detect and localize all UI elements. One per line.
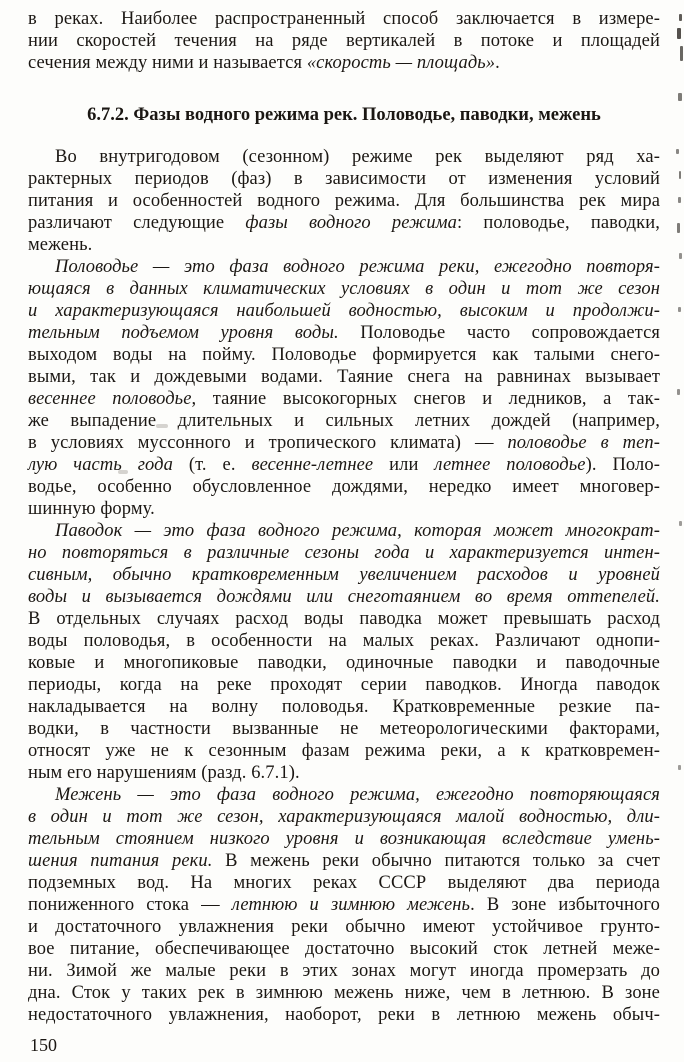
text-line: весеннее половодье, таяние высокогорных снегов и ледников, а так-	[28, 389, 660, 409]
section-heading: 6.7.2. Фазы водного режима рек. Половодье, паводки, межень	[87, 105, 601, 125]
text-line: но повторяться в различные сезоны года и характеризуется интен-	[28, 543, 660, 563]
paragraph	[28, 8, 660, 74]
text-line: сечения между ними и называется «скорость — площадь».	[28, 53, 500, 73]
text-line: питания и особенностей водного режима. Для большинства рек мира	[28, 191, 660, 211]
scan-artifact	[680, 46, 683, 61]
text-line: пониженного стока — летнюю и зимнюю межень. В зоне избыточного	[28, 895, 660, 915]
text-line: Паводок — это фаза водного режима, которая может многократ-	[55, 521, 660, 541]
text-line: в один и тот же сезон, характеризующаяся малой водностью, дли-	[28, 807, 660, 827]
scan-artifact	[156, 424, 168, 428]
scan-artifact	[678, 197, 681, 203]
text-line: воды и вызывается дождями или снеготаянием во время оттепелей.	[28, 587, 660, 607]
text-line: тельным подъемом уровня воды. Половодье часто сопровождается	[28, 323, 660, 343]
text-line: Во внутригодовом (сезонном) режиме рек выделяют ряд ха-	[55, 147, 660, 167]
text-line: периоды, когда на реке проходят серии паводков. Иногда паводок	[28, 675, 660, 695]
text-line: в условиях муссонного и тропического климата) — половодье в теп-	[28, 433, 661, 453]
text-line: ющаяся в данных климатических условиях в один и тот же сезон	[28, 279, 660, 299]
text-line: водье, особенно обусловленное дождями, нередко имеет многовер-	[28, 477, 660, 497]
paragraph	[28, 256, 660, 520]
text-line: же выпадение длительных и сильных летних дождей (например,	[28, 411, 660, 431]
text-line: нии скоростей течения на ряде вертикалей в потоке и площадей	[28, 31, 660, 51]
text-line: межень.	[28, 235, 93, 255]
text-line: накладывается на волну половодья. Кратковременные резкие па-	[28, 697, 660, 717]
text-line: подземных вод. На многих реках СССР выделяют два периода	[28, 873, 660, 893]
text-line: Межень — это фаза водного режима, ежегодно повторяющаяся	[55, 785, 660, 805]
scan-artifact	[679, 171, 681, 179]
text-line: относят уже не к сезонным фазам режима реки, а к кратковремен-	[28, 741, 660, 761]
text-line: выходом воды на пойму. Половодье формируется как талыми снего-	[28, 345, 660, 365]
text-line: воды половодья, в особенности на малых реках. Различают однопи-	[28, 631, 660, 651]
text-line: рактерных периодов (фаз) в зависимости от изменения условий	[28, 169, 660, 189]
scan-artifact	[678, 307, 681, 312]
text-line: выми, так и дождевыми водами. Таяние снега на равнинах вызывает	[28, 367, 660, 387]
text-line: сивным, обычно кратковременным увеличением расходов и уровней	[28, 565, 660, 585]
paragraph	[28, 784, 660, 1026]
text-line: шения питания реки. В межень реки обычно питаются только за счет	[28, 851, 660, 871]
body-text	[28, 8, 660, 1026]
page-number: 150	[30, 1035, 57, 1055]
text-line: ковые и многопиковые паводки, одиночные паводки и паводочные	[28, 653, 660, 673]
scan-artifact	[678, 765, 681, 770]
text-line: и достаточного увлажнения реки обычно имеют устойчивое грунто-	[28, 917, 660, 937]
text-line: вое питание, обеспечивающее достаточно высокий сток летней меже-	[28, 939, 660, 959]
text-line: в реках. Наиболее распространенный способ заключается в измере-	[28, 9, 660, 29]
text-line: различают следующие фазы водного режима: половодье, паводки,	[28, 213, 660, 233]
scan-artifact	[679, 521, 682, 526]
scan-artifact	[679, 253, 682, 259]
text-line: лую часть года (т. е. весенне-летнее или летнее половодье). Поло-	[28, 455, 660, 475]
scan-artifact	[676, 149, 679, 154]
scan-artifact	[679, 14, 682, 21]
scan-artifact	[677, 389, 680, 395]
text-line: ни. Зимой же малые реки в этих зонах могут иногда промерзать до	[28, 961, 660, 981]
text-line: дна. Сток у таких рек в зимнюю межень ниже, чем в летнюю. В зоне	[28, 983, 660, 1003]
text-line: В отдельных случаях расход воды паводка может превышать расход	[28, 609, 660, 629]
paragraph	[28, 146, 660, 256]
scan-artifact	[118, 470, 128, 474]
scan-artifact	[678, 93, 682, 101]
text-line: и характеризующаяся наибольшей водностью, высоким и продолжи-	[28, 301, 660, 321]
text-line: водки, в частности вызванные не метеорологическими факторами,	[28, 719, 660, 739]
text-line: недостаточного увлажнения, наоборот, реки в летнюю межень обыч-	[28, 1005, 660, 1025]
text-line: Половодье — это фаза водного режима реки, ежегодно повторя-	[55, 257, 660, 277]
scan-artifact	[677, 223, 680, 233]
text-line: ным его нарушениям (разд. 6.7.1).	[28, 763, 300, 783]
text-line: шинную форму.	[28, 499, 155, 519]
paragraph	[28, 520, 660, 784]
text-line: тельным стоянием низкого уровня и возникающая вследствие умень-	[28, 829, 660, 849]
scan-artifact	[677, 28, 681, 39]
